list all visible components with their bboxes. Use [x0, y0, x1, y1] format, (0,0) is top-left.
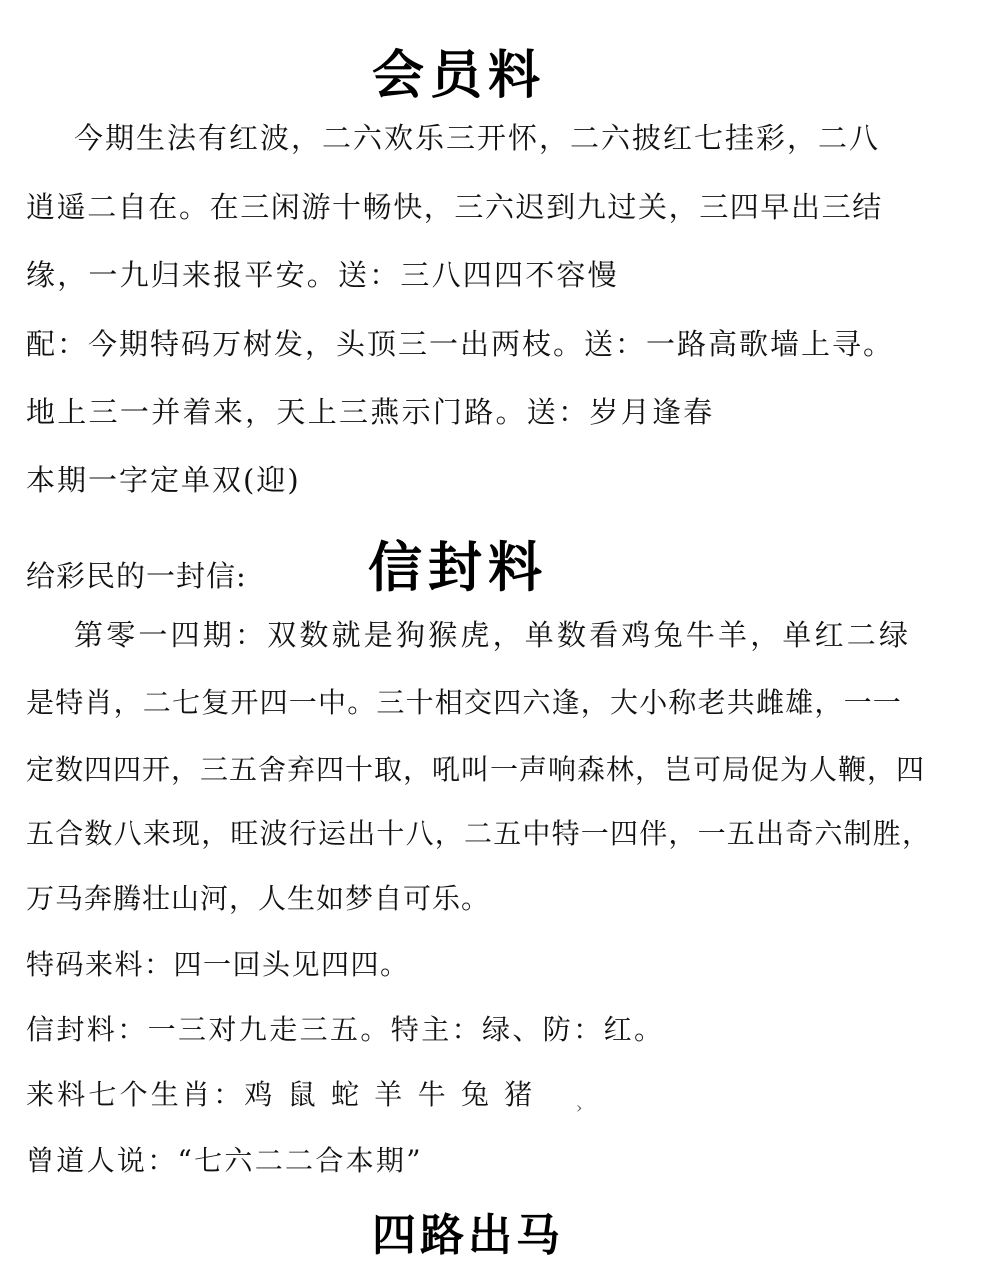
section1-title: 会员料 [372, 45, 547, 106]
section1-line: 配：今期特码万树发，头顶三一出两枝。送：一路高歌墙上寻。 [26, 327, 895, 361]
section2-title: 信封料 [368, 535, 548, 599]
section2-line: 特码来料：四一回头见四四。 [26, 948, 410, 981]
section1-line: 地上三一并着来，天上三燕示门路。送：岁月逢春 [26, 395, 715, 429]
section2-line: 曾道人说：“七六二二合本期” [26, 1144, 423, 1177]
section1-line: 缘，一九归来报平安。送：三八四四不容慢 [26, 258, 619, 292]
section2-line: 五合数八来现，旺波行运出十八，二五中特一四伴，一五出奇六制胜， [26, 817, 932, 850]
section2-line: 万马奔腾壮山河，人生如梦自可乐。 [26, 882, 491, 915]
scan-speck: › [576, 1098, 583, 1117]
section2-intro: 给彩民的一封信: [26, 559, 247, 593]
section1-line: 本期一字定单双(迎) [26, 463, 301, 497]
section2-line: 第零一四期：双数就是狗猴虎，单数看鸡兔牛羊，单红二绿 [74, 618, 912, 652]
section1-line: 逍遥二自在。在三闲游十畅快，三六迟到九过关，三四早出三结 [26, 190, 883, 224]
section3-title: 四路出马 [372, 1210, 564, 1261]
section2-line: 是特肖，二七复开四一中。三十相交四六逢，大小称老共雌雄，一一 [26, 686, 903, 719]
section1-line: 今期生法有红波，二六欢乐三开怀，二六披红七挂彩，二八 [74, 121, 881, 155]
section2-line: 来料七个生肖：鸡 鼠 蛇 羊 牛 兔 猪 [26, 1078, 536, 1111]
section2-line: 定数四四开，三五舍弃四十取，吼叫一声响森林，岂可局促为人鞭，四 [26, 753, 926, 786]
section2-line: 信封料：一三对九走三五。特主：绿、防：红。 [26, 1013, 665, 1046]
